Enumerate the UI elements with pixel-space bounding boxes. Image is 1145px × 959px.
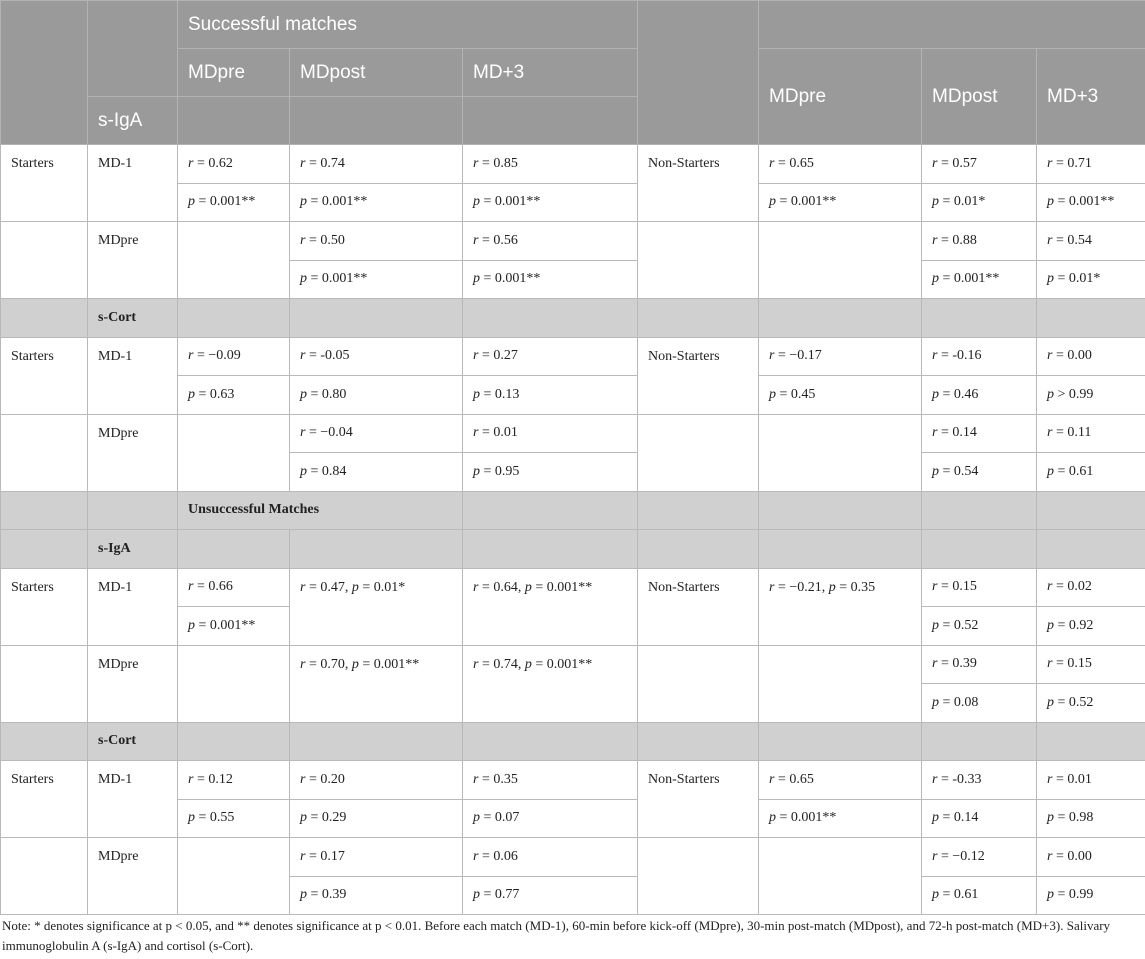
r-cell: r = 0.35 (463, 761, 638, 800)
p-cell: p = 0.61 (922, 876, 1037, 915)
row-label: MD-1 (88, 761, 178, 838)
empty-cell (178, 222, 290, 299)
r-cell: r = -0.16 (922, 337, 1037, 376)
section-cell (463, 491, 638, 530)
table-body (1, 145, 1145, 915)
r-cell: r = 0.88 (922, 222, 1037, 261)
p-cell: p = 0.01* (922, 183, 1037, 222)
section-cell (1, 491, 88, 530)
group-label: Non-Starters (638, 568, 759, 645)
section-cell (922, 491, 1037, 530)
empty-cell (1, 222, 88, 299)
col-header: MDpre (178, 49, 290, 97)
p-cell: p = 0.80 (290, 376, 463, 415)
p-cell: p = 0.54 (922, 453, 1037, 492)
empty-cell (759, 645, 922, 722)
r-cell: r = 0.12 (178, 761, 290, 800)
p-cell: p = 0.52 (922, 607, 1037, 646)
section-cell (1, 722, 88, 761)
section-cell (463, 299, 638, 338)
r-cell: r = 0.15 (1037, 645, 1145, 684)
p-cell: p = 0.001** (1037, 183, 1145, 222)
group-label: Starters (1, 337, 88, 414)
r-cell: r = 0.06 (463, 838, 638, 877)
p-cell: p = 0.95 (463, 453, 638, 492)
empty-cell (759, 414, 922, 491)
p-cell: p = 0.001** (922, 260, 1037, 299)
row-label: MDpre (88, 838, 178, 915)
p-cell: p = 0.39 (290, 876, 463, 915)
row-label: MD-1 (88, 145, 178, 222)
section-cell (1037, 722, 1145, 761)
section-blank (1, 299, 88, 338)
row-label: MDpre (88, 222, 178, 299)
rp-cell: r = 0.64, p = 0.001** (463, 568, 638, 645)
section-cell (463, 530, 638, 569)
header-blank (759, 1, 1145, 49)
group-label: Non-Starters (638, 145, 759, 222)
row-label: MDpre (88, 414, 178, 491)
rp-cell: r = 0.70, p = 0.001** (290, 645, 463, 722)
measure-label: s-IgA (88, 97, 178, 145)
empty-cell (178, 645, 290, 722)
header-blank (178, 97, 290, 145)
r-cell: r = 0.54 (1037, 222, 1145, 261)
p-cell: p = 0.99 (1037, 876, 1145, 915)
r-cell: r = 0.11 (1037, 414, 1145, 453)
col-header: MDpost (922, 49, 1037, 145)
r-cell: r = 0.17 (290, 838, 463, 877)
p-cell: p = 0.77 (463, 876, 638, 915)
p-cell: p = 0.98 (1037, 799, 1145, 838)
section-cell (638, 530, 759, 569)
p-cell: p = 0.001** (463, 183, 638, 222)
empty-cell (759, 838, 922, 915)
r-cell: r = 0.50 (290, 222, 463, 261)
r-cell: r = −0.17 (759, 337, 922, 376)
p-cell: p = 0.08 (922, 684, 1037, 723)
r-cell: r = 0.01 (1037, 761, 1145, 800)
p-cell: p = 0.001** (178, 183, 290, 222)
section-cell (88, 491, 178, 530)
col-header: MD+3 (1037, 49, 1145, 145)
section-cell (1, 530, 88, 569)
empty-cell (178, 838, 290, 915)
section-label: s-IgA (88, 530, 178, 569)
col-header: MDpost (290, 49, 463, 97)
table-header (1, 1, 1145, 145)
r-cell: r = 0.27 (463, 337, 638, 376)
p-cell: p = 0.55 (178, 799, 290, 838)
p-cell: p = 0.001** (290, 260, 463, 299)
col-header: MDpre (759, 49, 922, 145)
section-cell (759, 491, 922, 530)
r-cell: r = -0.05 (290, 337, 463, 376)
p-cell: p = 0.63 (178, 376, 290, 415)
empty-cell (1, 414, 88, 491)
r-cell: r = 0.20 (290, 761, 463, 800)
r-cell: r = 0.66 (178, 568, 290, 607)
header-blank (463, 97, 638, 145)
row-label: MDpre (88, 645, 178, 722)
r-cell: r = 0.62 (178, 145, 290, 184)
r-cell: r = 0.14 (922, 414, 1037, 453)
group-label: Non-Starters (638, 761, 759, 838)
r-cell: r = 0.39 (922, 645, 1037, 684)
r-cell: r = -0.33 (922, 761, 1037, 800)
section-cell (1037, 530, 1145, 569)
p-cell: p = 0.01* (1037, 260, 1145, 299)
r-cell: r = −0.12 (922, 838, 1037, 877)
p-cell: p = 0.45 (759, 376, 922, 415)
p-cell: p = 0.001** (759, 799, 922, 838)
empty-cell (638, 838, 759, 915)
section-cell (290, 299, 463, 338)
row-label: MD-1 (88, 568, 178, 645)
header-blank (1, 1, 88, 145)
empty-cell (638, 414, 759, 491)
r-cell: r = 0.56 (463, 222, 638, 261)
section-cell (178, 299, 290, 338)
r-cell: r = 0.01 (463, 414, 638, 453)
p-cell: p = 0.92 (1037, 607, 1145, 646)
p-cell: p = 0.13 (463, 376, 638, 415)
r-cell: r = 0.15 (922, 568, 1037, 607)
section-cell (1037, 299, 1145, 338)
group-title: Successful matches (178, 1, 638, 49)
section-label: Unsuccessful Matches (178, 491, 463, 530)
group-label: Non-Starters (638, 337, 759, 414)
empty-cell (759, 222, 922, 299)
r-cell: r = 0.57 (922, 145, 1037, 184)
col-header: MD+3 (463, 49, 638, 97)
p-cell: p = 0.46 (922, 376, 1037, 415)
section-cell (638, 491, 759, 530)
section-cell (759, 722, 922, 761)
p-cell: p = 0.07 (463, 799, 638, 838)
group-label: Starters (1, 145, 88, 222)
section-cell (178, 722, 290, 761)
r-cell: r = 0.00 (1037, 337, 1145, 376)
p-cell: p = 0.001** (759, 183, 922, 222)
rp-cell: r = 0.47, p = 0.01* (290, 568, 463, 645)
section-cell (1037, 491, 1145, 530)
group-label: Starters (1, 568, 88, 645)
section-cell (759, 530, 922, 569)
section-cell (638, 299, 759, 338)
p-cell: p = 0.52 (1037, 684, 1145, 723)
section-cell (290, 722, 463, 761)
p-cell: p = 0.14 (922, 799, 1037, 838)
empty-cell (178, 414, 290, 491)
section-cell (638, 722, 759, 761)
p-cell: p > 0.99 (1037, 376, 1145, 415)
r-cell: r = −0.09 (178, 337, 290, 376)
r-cell: r = 0.65 (759, 761, 922, 800)
rp-cell: r = −0.21, p = 0.35 (759, 568, 922, 645)
group-label: Starters (1, 761, 88, 838)
r-cell: r = 0.02 (1037, 568, 1145, 607)
section-cell (178, 530, 290, 569)
r-cell: r = 0.71 (1037, 145, 1145, 184)
section-label: s-Cort (88, 722, 178, 761)
header-blank (638, 1, 759, 145)
section-cell (759, 299, 922, 338)
p-cell: p = 0.001** (463, 260, 638, 299)
table-note: Note: * denotes significance at p < 0.05, and ** denotes significance at p < 0.01. Before each match (MD-1), 60-min before kick-off (MDpre), 30-min post-match (MDpost), and 72-h post-match (MD+3). Salivary immunoglobulin A (s-IgA) and cortisol (s-Cort). (2, 918, 1111, 953)
empty-cell (1, 838, 88, 915)
header-blank (88, 1, 178, 97)
p-cell: p = 0.001** (290, 183, 463, 222)
section-cell (290, 530, 463, 569)
r-cell: r = 0.74 (290, 145, 463, 184)
empty-cell (638, 645, 759, 722)
p-cell: p = 0.84 (290, 453, 463, 492)
r-cell: r = 0.85 (463, 145, 638, 184)
empty-cell (638, 222, 759, 299)
section-cell (463, 722, 638, 761)
section-cell (922, 530, 1037, 569)
r-cell: r = 0.00 (1037, 838, 1145, 877)
r-cell: r = −0.04 (290, 414, 463, 453)
section-label: s-Cort (88, 299, 178, 338)
p-cell: p = 0.001** (178, 607, 290, 646)
rp-cell: r = 0.74, p = 0.001** (463, 645, 638, 722)
section-cell (922, 299, 1037, 338)
r-cell: r = 0.65 (759, 145, 922, 184)
section-cell (922, 722, 1037, 761)
p-cell: p = 0.29 (290, 799, 463, 838)
header-blank (290, 97, 463, 145)
empty-cell (1, 645, 88, 722)
row-label: MD-1 (88, 337, 178, 414)
p-cell: p = 0.61 (1037, 453, 1145, 492)
